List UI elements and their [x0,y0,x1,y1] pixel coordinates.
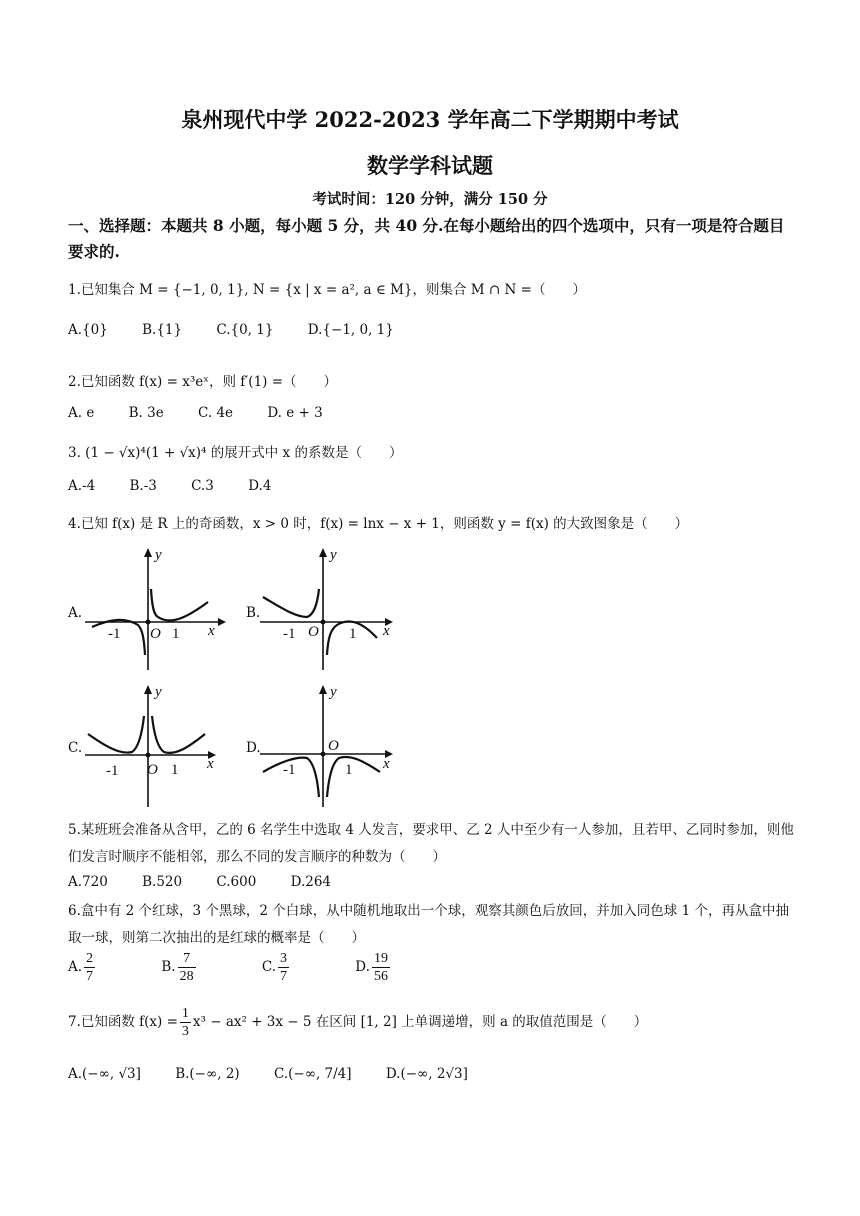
q6-option-a [68,951,131,984]
q6-option-b-letter: B. [161,959,176,975]
q2-option-b: B. 3e [128,405,164,421]
graph-d-y-label: y [330,684,337,700]
graph-c-origin: O [147,762,158,778]
q6-option-b [161,951,232,984]
question-2-stem: 2.已知函数 f(x) = x³eˣ，则 f′(1) =（ ） [68,374,338,390]
q6-option-d-fraction [372,950,420,985]
q3-option-a: A.-4 [68,478,96,494]
graph-d-origin: O [328,738,339,754]
q1-option-c: C.{0, 1} [216,322,274,338]
q2-option-a: A. e [68,405,95,421]
graph-c [80,682,230,812]
q7-frac-num: 1 [181,1006,189,1021]
question-1-options [68,322,424,338]
question-5-stem: 5.某班班会准备从含甲，乙的 6 名学生中选取 4 人发言，要求甲、乙 2 人中至少有一人参加，且若甲、乙同时参加，则他们发言时顺序不能相邻，那么不同的发言顺序的种数为（ ） [68,822,794,865]
q7-fraction [180,1005,191,1040]
question-6-stem: 6.盒中有 2 个红球，3 个黑球，2 个白球，从中随机地取出一个球，观察其颜色后放回，并加入同色球 1 个，再从盒中抽取一球，则第二次抽出的是红球的概率是（ ） [68,903,789,946]
q7-option-b: B.(−∞, 2) [175,1066,240,1082]
graph-d [255,682,405,812]
graph-d-x-label: x [383,756,390,772]
graph-a-label: A. [68,605,83,621]
q5-option-a: A.720 [68,874,108,890]
graph-d-label: D. [246,740,261,756]
q6-option-b-fraction [178,950,226,985]
q7-option-c: C.(−∞, 7/4] [273,1066,352,1082]
exam-subtitle: 数学学科试题 [367,153,493,178]
q6-a-den: 7 [86,969,94,984]
question-6-options [68,950,452,985]
exam-info: 考试时间：120 分钟，满分 150 分 [312,191,548,208]
graph-c-tick-1: 1 [171,762,179,778]
graph-a-x-label: x [208,623,215,639]
graph-d-tick-1: 1 [345,762,353,778]
q7-frac-den: 3 [181,1024,189,1039]
q2-option-c: C. 4e [198,405,234,421]
graph-a [80,545,230,675]
q6-option-a-fraction [84,950,125,985]
question-1-stem: 1.已知集合 M = {−1, 0, 1}, N = {x | x = a², a ∈ M}，则集合 M ∩ N =（ ） [68,282,586,298]
q6-option-c-fraction [278,950,319,985]
graph-b-tick-neg1: -1 [283,626,296,642]
q1-option-a: A.{0} [68,322,108,338]
graph-a-tick-neg1: -1 [108,626,121,642]
q7-option-a: A.(−∞, √3] [68,1066,141,1082]
q6-b-num: 7 [178,950,196,968]
graph-c-tick-neg1: -1 [106,763,119,779]
question-3-stem: 3. (1 − √x)⁴(1 + √x)⁴ 的展开式中 x 的系数是（ ） [68,445,403,461]
q3-option-b: B.-3 [129,478,157,494]
q1-option-d: D.{−1, 0, 1} [307,322,394,338]
q7-stem-prefix: 7.已知函数 f(x) = [68,1014,178,1030]
exam-title: 泉州现代中学 2022-2023 学年高二下学期期中考试 [181,107,679,132]
q6-a-num: 2 [86,951,94,966]
q2-option-d: D. e + 3 [267,405,323,421]
q6-d-num: 19 [373,951,388,966]
question-4-stem: 4.已知 f(x) 是 R 上的奇函数，x > 0 时，f(x) = lnx − x + 1，则函数 y = f(x) 的大致图象是（ ） [68,516,689,532]
q5-option-b: B.520 [142,874,183,890]
q6-d-den: 56 [373,969,388,984]
q5-option-c: C.600 [216,874,257,890]
q1-option-b: B.{1} [142,322,183,338]
q3-option-c: C.3 [191,478,214,494]
graph-b-tick-1: 1 [349,626,357,642]
question-7-options [68,1066,498,1082]
q3-option-d: D.4 [248,478,272,494]
graph-b-x-label: x [383,623,390,639]
q6-b-den: 28 [179,969,194,984]
graph-c-x-label: x [207,756,214,772]
graph-c-y-label: y [155,684,162,700]
graph-a-y-label: y [155,547,162,563]
graph-b-origin: O [308,624,319,640]
q7-option-d: D.(−∞, 2√3] [385,1066,468,1082]
graph-c-label: C. [68,740,83,756]
q6-c-den: 7 [280,969,287,984]
q6-option-a-letter: A. [68,959,83,975]
q6-option-c-letter: C. [261,959,276,975]
graph-d-tick-neg1: -1 [283,762,296,778]
graph-b-y-label: y [330,547,337,563]
section-heading: 一、选择题：本题共 8 小题，每小题 5 分，共 40 分.在每小题给出的四个选项中，只有一项是符合题目要求的. [68,216,785,261]
q5-option-d: D.264 [290,874,332,890]
question-2-options [68,405,353,421]
q7-stem-suffix: x³ − ax² + 3x − 5 在区间 [1, 2] 上单调递增，则 a 的取值范围是（ ） [192,1014,648,1030]
graph-a-tick-1: 1 [172,626,180,642]
question-3-options [68,478,301,494]
graph-b [255,545,405,675]
question-5-options [68,874,361,890]
q6-c-num: 3 [280,951,287,966]
question-7-stem [68,1005,647,1040]
q6-option-c [261,951,325,984]
graph-b-label: B. [246,605,261,621]
q6-option-d [355,951,422,984]
graph-a-origin: O [150,626,161,642]
q6-option-d-letter: D. [355,959,370,975]
